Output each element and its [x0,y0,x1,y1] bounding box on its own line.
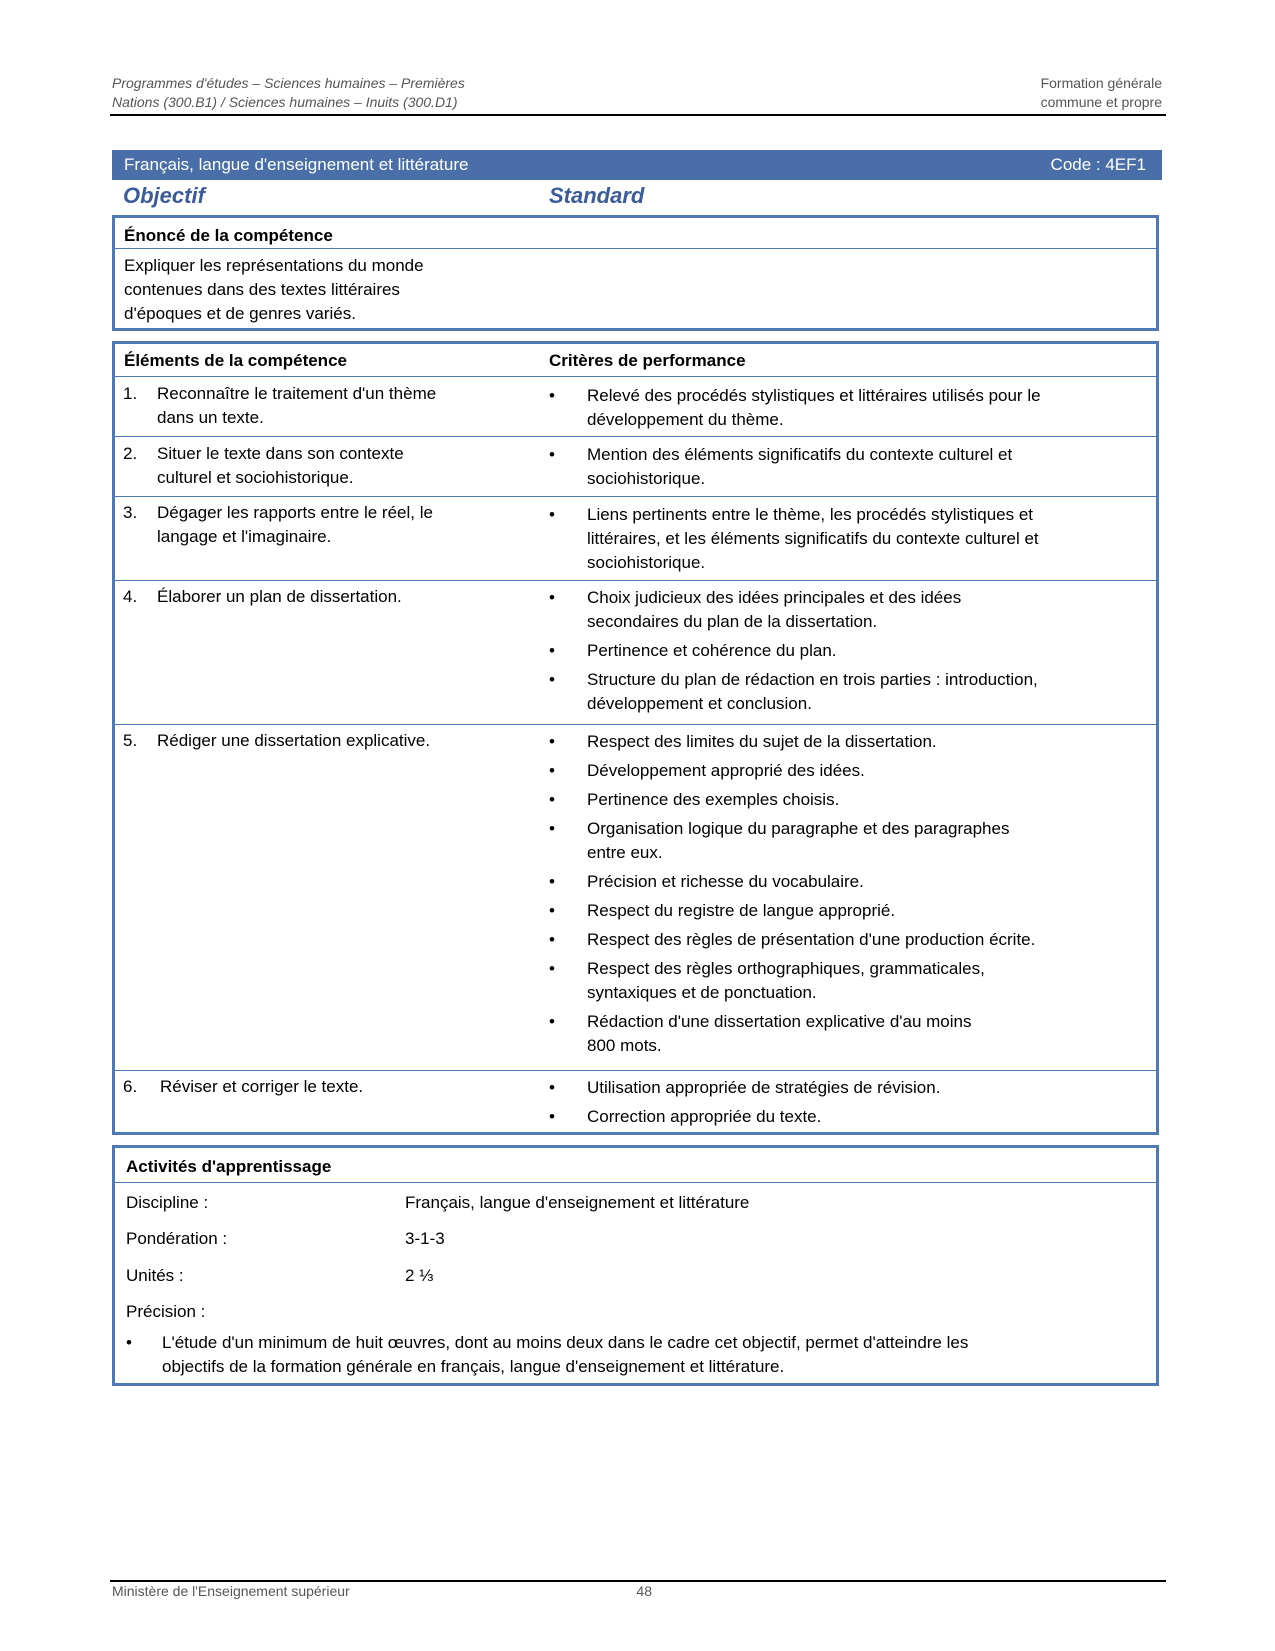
element-line: langage et l'imaginaire. [157,527,332,546]
criterion-line: Précision et richesse du vocabulaire. [587,872,864,891]
element-row-3 [115,496,1156,581]
criterion-bullet: • [549,1107,555,1126]
criterion-bullet: • [549,445,555,464]
title-part-4: et [378,155,393,174]
criterion-line: Correction appropriée du texte. [587,1107,822,1126]
criterion [587,384,1157,432]
competence-line: Expliquer les représentations du monde [124,256,424,275]
ponderation-label: Pondération : [126,1229,228,1248]
elements-header-row [115,344,1156,377]
course-title-bar [112,150,1162,180]
criterion-bullet: • [549,959,555,978]
criterion-bullet: • [549,901,555,920]
element-text [157,585,547,609]
criterion-line: Structure du plan de rédaction en trois parties : introduction, [587,670,1038,689]
precision-line: objectifs de la formation générale en français, langue d'enseignement et littérature. [162,1357,785,1376]
element-number: 1. [123,384,138,403]
precision-bullet: • [126,1333,132,1352]
title-part-1: Français, [124,155,194,174]
element-line: Dégager les rapports entre le réel, le [157,503,433,522]
criterion-bullet: • [549,872,555,891]
criterion-line: Mention des éléments significatifs du contexte culturel et [587,445,1013,464]
objective-label: Objectif [123,183,205,208]
criterion [587,586,1157,634]
elements-criteria-box [112,341,1159,1135]
page-number: 48 [636,1583,652,1599]
criterion-line: Relevé des procédés stylistiques et littéraires utilisés pour le [587,386,1041,405]
activities-box [112,1145,1159,1386]
criterion-line: syntaxiques et de ponctuation. [587,983,817,1002]
course-code: Code : 4EF1 [1050,155,1146,174]
criterion-line: secondaires du plan de la dissertation. [587,612,878,631]
element-text [157,382,547,430]
criterion-bullet: • [549,1012,555,1031]
criterion-line: Respect des limites du sujet de la dissertation. [587,732,937,751]
element-line: Réviser et corriger le texte. [160,1077,364,1096]
criterion-line: sociohistorique. [587,553,706,572]
criterion-line: entre eux. [587,843,663,862]
criterion-bullet: • [549,1078,555,1097]
standard-label: Standard [549,183,645,208]
competence-line: contenues dans des textes littéraires [124,280,400,299]
element-text [157,729,547,753]
criterion-bullet: • [549,732,555,751]
element-line: Rédiger une dissertation explicative. [157,731,431,750]
criterion-line: 800 mots. [587,1036,662,1055]
criterion-line: Respect des règles de présentation d'une production écrite. [587,930,1036,949]
criterion [587,899,1157,923]
criterion-bullet: • [549,505,555,524]
header-left-line1: Programmes d'études – Sciences humaines – Premières [112,75,465,91]
criterion-bullet: • [549,670,555,689]
criterion-line: Pertinence des exemples choisis. [587,790,840,809]
criterion [587,668,1157,716]
element-number: 3. [123,503,138,522]
criterion [587,928,1157,952]
criterion [587,639,1157,663]
element-row-1 [115,376,1156,437]
element-line: dans un texte. [157,408,264,427]
precision-text [162,1331,1152,1379]
criterion-bullet: • [549,641,555,660]
criterion [587,817,1157,865]
header-rule [110,114,1166,116]
element-row-6 [115,1070,1156,1132]
element-line: culturel et sociohistorique. [157,468,354,487]
title-part-5: littérature [397,155,469,174]
element-text [157,501,547,549]
unites-value: 2 ⅓ [405,1266,434,1285]
competence-heading: Énoncé de la compétence [115,218,1156,249]
criterion-line: développement du thème. [587,410,784,429]
criterion-line: développement et conclusion. [587,694,812,713]
criterion [587,503,1157,575]
header-left-line2: Nations (300.B1) / Sciences humaines – Inuits (300.D1) [112,94,458,110]
criterion-bullet: • [549,386,555,405]
discipline-value: Français, langue d'enseignement et littérature [405,1193,750,1212]
element-row-4 [115,580,1156,725]
precision-line: L'étude d'un minimum de huit œuvres, dont au moins deux dans le cadre cet objectif, permet d'atteindre les [162,1333,969,1352]
element-number: 6. [123,1077,138,1096]
criterion-line: Organisation logique du paragraphe et des paragraphes [587,819,1010,838]
ponderation-value: 3-1-3 [405,1229,445,1248]
criterion [587,1105,1157,1129]
criterion [587,730,1157,754]
criterion-line: Utilisation appropriée de stratégies de révision. [587,1078,941,1097]
element-line: Élaborer un plan de dissertation. [157,587,402,606]
footer-ministry: Ministère de l'Enseignement supérieur [112,1583,350,1599]
criterion-bullet: • [549,761,555,780]
elements-heading: Éléments de la compétence [124,351,347,370]
criterion [587,759,1157,783]
competence-box [112,215,1159,331]
criterion-line: Pertinence et cohérence du plan. [587,641,837,660]
criterion-line: Développement approprié des idées. [587,761,865,780]
criterion-line: Liens pertinents entre le thème, les procédés stylistiques et [587,505,1034,524]
header-right-line1: Formation générale [1040,75,1162,91]
footer-rule [110,1580,1166,1582]
title-part-2: langue [198,155,250,174]
unites-label: Unités : [126,1266,184,1285]
title-part-3: d'enseignement [254,155,374,174]
discipline-label: Discipline : [126,1193,209,1212]
element-number: 4. [123,587,138,606]
precision-label: Précision : [126,1302,206,1321]
criterion-bullet: • [549,930,555,949]
element-line: Situer le texte dans son contexte [157,444,404,463]
criterion-line: Respect du registre de langue approprié. [587,901,896,920]
criterion-bullet: • [549,588,555,607]
criterion [587,957,1157,1005]
criterion-line: Choix judicieux des idées principales et des idées [587,588,962,607]
header-right-line2: commune et propre [1040,94,1162,110]
competence-line: d'époques et de genres variés. [124,304,356,323]
criterion-bullet: • [549,790,555,809]
element-text [160,1075,550,1099]
running-footer [112,1583,652,1599]
element-line: Reconnaître le traitement d'un thème [157,384,437,403]
element-number: 5. [123,731,138,750]
competence-statement [124,254,424,326]
criterion [587,1076,1157,1100]
element-row-2 [115,436,1156,497]
element-text [157,442,547,490]
criterion [587,788,1157,812]
criterion [587,870,1157,894]
activities-heading: Activités d'apprentissage [115,1148,1156,1183]
criterion-line: littéraires, et les éléments significatifs du contexte culturel et [587,529,1039,548]
element-row-5 [115,724,1156,1071]
criterion-line: Rédaction d'une dissertation explicative d'au moins [587,1012,972,1031]
criterion-bullet: • [549,819,555,838]
criterion [587,443,1157,491]
criterion [587,1010,1157,1058]
criterion-line: Respect des règles orthographiques, grammaticales, [587,959,985,978]
criterion-line: sociohistorique. [587,469,706,488]
criteria-heading: Critères de performance [549,351,746,370]
course-title [124,150,468,180]
element-number: 2. [123,444,138,463]
